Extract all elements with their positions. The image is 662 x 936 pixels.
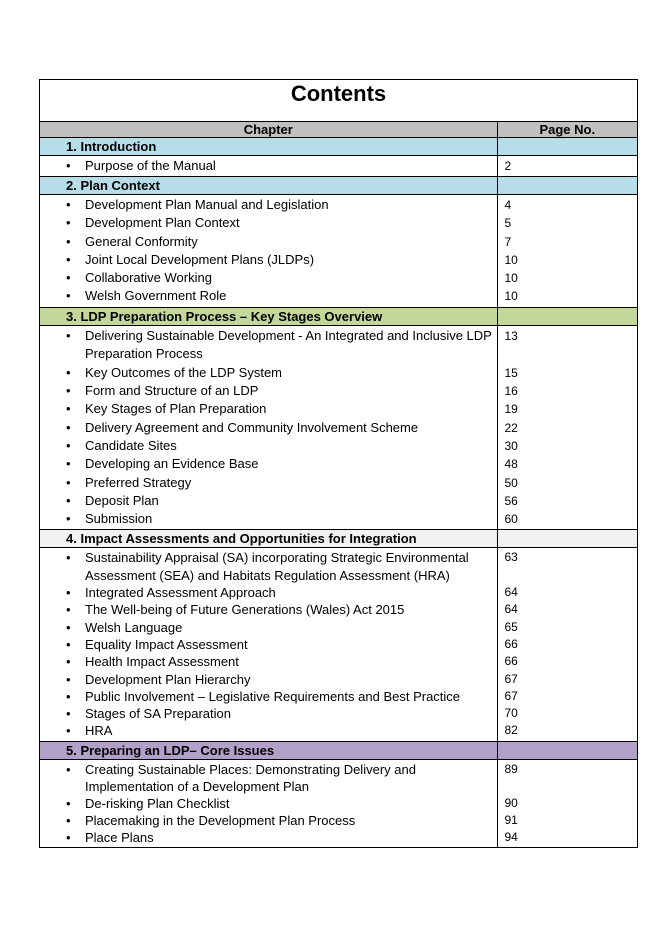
section-title: 5. Preparing an LDP– Core Issues xyxy=(40,741,497,759)
toc-entry[interactable]: • Delivery Agreement and Community Involvement Scheme xyxy=(40,419,497,437)
toc-page-number[interactable]: 15 xyxy=(504,365,518,380)
toc-page-number[interactable]: 10 xyxy=(504,271,518,286)
toc-page-number[interactable]: 60 xyxy=(504,512,518,527)
toc-entry[interactable]: • Welsh Government Role xyxy=(40,287,497,305)
section-items-row xyxy=(40,759,637,847)
toc-page-number[interactable]: 89 xyxy=(504,761,518,776)
section-page-cell xyxy=(497,530,637,548)
section-title: 4. Impact Assessments and Opportunities for Integration xyxy=(40,530,497,548)
toc-page-number[interactable]: 70 xyxy=(504,706,518,721)
section-items-row xyxy=(40,325,637,530)
toc-entry[interactable]: • Deposit Plan xyxy=(40,492,497,510)
toc-page-number[interactable]: 64 xyxy=(504,602,518,617)
toc-entry[interactable]: • Development Plan Manual and Legislation xyxy=(40,196,497,214)
toc-entry[interactable]: • Sustainability Appraisal (SA) incorporating Strategic Environmental Assessment (SEA) and Habitats Regulation Assessment (HRA) xyxy=(40,549,497,584)
toc-page-number[interactable]: 30 xyxy=(504,438,518,453)
toc-entry[interactable]: • Collaborative Working xyxy=(40,269,497,287)
toc-entry[interactable]: • De-risking Plan Checklist xyxy=(40,795,497,812)
toc-page-number[interactable]: 5 xyxy=(504,216,512,231)
toc-entry[interactable]: • Integrated Assessment Approach xyxy=(40,584,497,601)
toc-entry[interactable]: • General Conformity xyxy=(40,233,497,251)
section-title: 2. Plan Context xyxy=(40,177,497,195)
toc-page-number[interactable]: 67 xyxy=(504,671,518,686)
section-header-1 xyxy=(40,138,637,156)
toc-entry[interactable]: • Place Plans xyxy=(40,829,497,846)
toc-page-number[interactable]: 4 xyxy=(504,198,512,212)
toc-entry[interactable]: • Development Plan Hierarchy xyxy=(40,671,497,688)
toc-page-number[interactable]: 66 xyxy=(504,636,518,651)
section-header-2 xyxy=(40,177,637,195)
toc-page-number[interactable]: 7 xyxy=(504,234,512,249)
item-pages-cell xyxy=(497,156,637,177)
toc-entry[interactable]: • Developing an Evidence Base xyxy=(40,455,497,473)
toc-entry[interactable]: • Health Impact Assessment xyxy=(40,653,497,670)
toc-page-number[interactable]: 91 xyxy=(504,812,518,827)
header-row xyxy=(40,122,637,138)
section-page-cell xyxy=(497,307,637,325)
toc-page-number[interactable]: 67 xyxy=(504,688,518,703)
toc-page-number[interactable]: 48 xyxy=(504,457,518,472)
section-title: 3. LDP Preparation Process – Key Stages Overview xyxy=(40,307,497,325)
toc-entry[interactable]: • Delivering Sustainable Development - An Integrated and Inclusive LDP Preparation Process xyxy=(40,327,497,364)
toc-page-number[interactable]: 56 xyxy=(504,493,518,508)
toc-page-number[interactable]: 65 xyxy=(504,619,518,634)
toc-entry[interactable]: • Purpose of the Manual xyxy=(40,157,497,175)
toc-page-number[interactable]: 94 xyxy=(504,829,518,844)
toc-entry[interactable]: • Submission xyxy=(40,510,497,528)
contents-table xyxy=(39,79,638,848)
toc-entry[interactable]: • Key Stages of Plan Preparation xyxy=(40,400,497,418)
toc-page-number[interactable]: 10 xyxy=(504,289,518,304)
toc-grid xyxy=(40,122,637,847)
toc-page-number[interactable]: 50 xyxy=(504,475,518,490)
toc-page-number[interactable]: 66 xyxy=(504,654,518,669)
section-page-cell xyxy=(497,741,637,759)
section-items-row xyxy=(40,548,637,741)
chapter-header: Chapter xyxy=(40,122,497,138)
item-labels-cell xyxy=(40,195,497,308)
toc-entry[interactable]: • Candidate Sites xyxy=(40,437,497,455)
toc-page-number[interactable]: 63 xyxy=(504,550,518,565)
toc-entry[interactable]: • Key Outcomes of the LDP System xyxy=(40,364,497,382)
item-labels-cell xyxy=(40,325,497,530)
toc-entry[interactable]: • Form and Structure of an LDP xyxy=(40,382,497,400)
item-pages-cell xyxy=(497,195,637,308)
toc-page-number[interactable]: 10 xyxy=(504,252,518,267)
toc-entry[interactable]: • Placemaking in the Development Plan Process xyxy=(40,812,497,829)
section-header-4 xyxy=(40,530,637,548)
toc-page-number[interactable]: 90 xyxy=(504,795,518,810)
toc-entry[interactable]: • Creating Sustainable Places: Demonstrating Delivery and Implementation of a Development Plan xyxy=(40,761,497,795)
toc-entry[interactable]: • Public Involvement – Legislative Requirements and Best Practice xyxy=(40,688,497,705)
toc-entry[interactable]: • Joint Local Development Plans (JLDPs) xyxy=(40,251,497,269)
section-header-3 xyxy=(40,307,637,325)
toc-page-number[interactable]: 64 xyxy=(504,585,518,600)
toc-entry[interactable]: • The Well-being of Future Generations (Wales) Act 2015 xyxy=(40,601,497,618)
toc-page-number[interactable]: 16 xyxy=(504,384,518,399)
toc-entry[interactable]: • Development Plan Context xyxy=(40,214,497,232)
item-pages-cell xyxy=(497,548,637,741)
item-labels-cell xyxy=(40,156,497,177)
item-pages-cell xyxy=(497,759,637,847)
section-page-cell xyxy=(497,177,637,195)
toc-page-number[interactable]: 13 xyxy=(504,328,518,343)
section-header-5 xyxy=(40,741,637,759)
item-labels-cell xyxy=(40,759,497,847)
toc-entry[interactable]: • Preferred Strategy xyxy=(40,474,497,492)
page-no-header: Page No. xyxy=(497,122,637,138)
item-pages-cell xyxy=(497,325,637,530)
toc-entry[interactable]: • Equality Impact Assessment xyxy=(40,636,497,653)
section-page-cell xyxy=(497,138,637,156)
toc-page-number[interactable]: 2 xyxy=(504,159,512,173)
section-title: 1. Introduction xyxy=(40,138,497,156)
toc-page-number[interactable]: 82 xyxy=(504,723,518,738)
section-items-row xyxy=(40,156,637,177)
toc-entry[interactable]: • HRA xyxy=(40,722,497,739)
toc-page-number[interactable]: 19 xyxy=(504,402,518,417)
item-labels-cell xyxy=(40,548,497,741)
toc-entry[interactable]: • Welsh Language xyxy=(40,619,497,636)
toc-page-number[interactable]: 22 xyxy=(504,420,518,435)
section-items-row xyxy=(40,195,637,308)
page-title: Contents xyxy=(40,80,637,122)
toc-entry[interactable]: • Stages of SA Preparation xyxy=(40,705,497,722)
